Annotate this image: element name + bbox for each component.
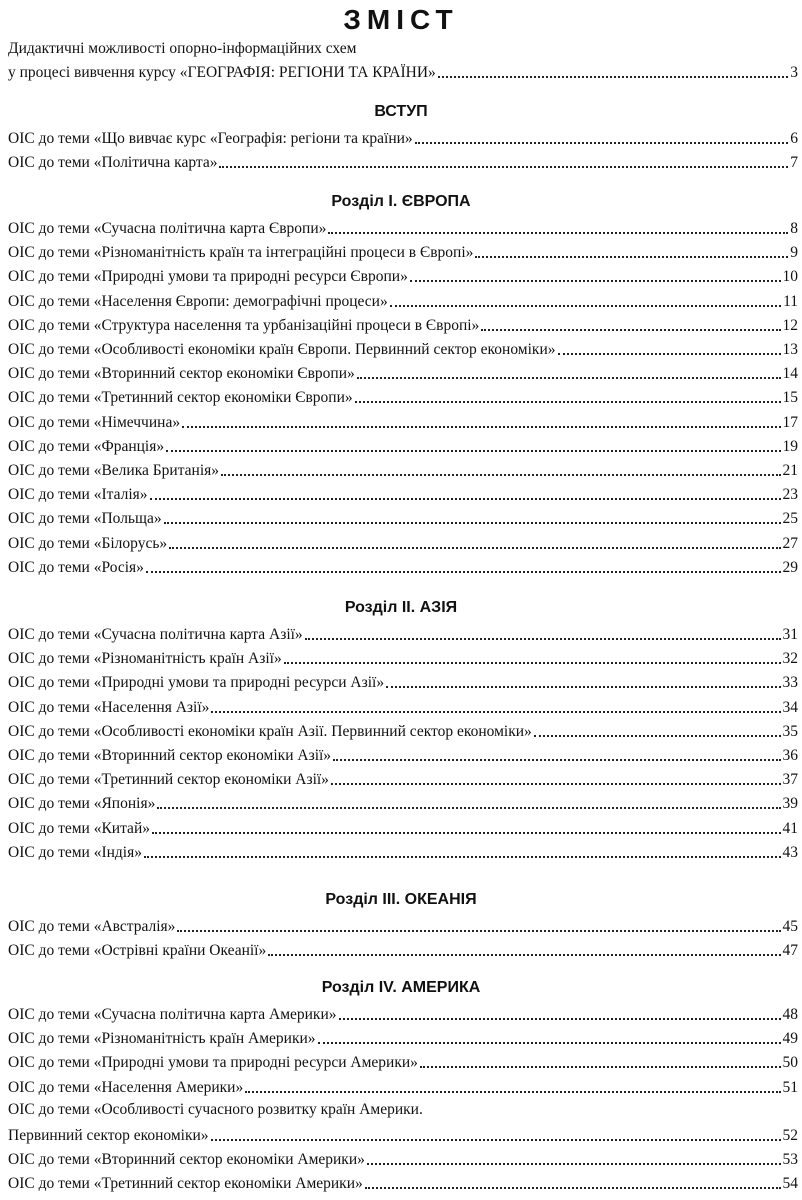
toc-entry-title: ОІС до теми «Польща» <box>8 510 162 528</box>
dot-leader <box>164 521 781 524</box>
intro-line-2: у процесі вивчення курсу «ГЕОГРАФІЯ: РЕГІОНИ ТА КРАЇНИ» <box>8 64 436 81</box>
page-number: 49 <box>782 1030 798 1048</box>
dot-leader <box>475 255 788 258</box>
toc-entry-title: ОІС до теми «Що вивчає курс «Географія: регіони та країни» <box>8 130 413 147</box>
toc-entry-title: ОІС до теми «Росія» <box>8 558 144 576</box>
page-number: 3 <box>790 64 798 81</box>
page-number: 8 <box>790 220 798 237</box>
toc-entry <box>8 1028 798 1048</box>
toc-entry-title: ОІС до теми «Велика Британія» <box>8 462 220 479</box>
toc-entry <box>8 697 798 717</box>
toc-entry <box>8 1004 798 1024</box>
toc-entry-title: ОІС до теми «Франція» <box>8 437 165 455</box>
toc-entry <box>8 387 798 407</box>
page-number: 15 <box>782 389 798 407</box>
toc-entry-title: ОІС до теми «Третинний сектор економіки Азії» <box>8 771 329 789</box>
toc-entry-title: ОІС до теми «Індія» <box>8 843 142 861</box>
dot-leader <box>146 570 781 573</box>
page-number: 32 <box>782 650 798 668</box>
toc-entry <box>8 460 798 480</box>
dot-leader <box>365 1186 781 1189</box>
page-number: 9 <box>790 244 798 262</box>
intro-entry <box>8 62 798 82</box>
page-number: 14 <box>782 365 798 383</box>
toc-entry <box>8 557 798 577</box>
toc-entry <box>8 339 798 359</box>
toc-entry-title: ОІС до теми «Німеччина» <box>8 413 181 431</box>
dot-leader <box>331 782 781 785</box>
toc-entry <box>8 291 798 311</box>
toc-entry <box>8 818 798 838</box>
toc-entry-title: ОІС до теми «Вторинний сектор економіки Азії» <box>8 747 332 764</box>
page-number: 29 <box>782 558 798 576</box>
toc-entry-title: ОІС до теми «Різноманітність країн та інтеграційні процеси в Європі» <box>8 244 474 262</box>
dot-leader <box>211 1138 781 1141</box>
toc-entry <box>8 242 798 262</box>
toc-entry-title: ОІС до теми «Сучасна політична карта Азії» <box>8 626 303 643</box>
toc-entry <box>8 218 798 238</box>
page-number: 53 <box>782 1151 798 1169</box>
toc-entry <box>8 745 798 765</box>
dot-leader <box>386 685 780 688</box>
page-number: 50 <box>782 1054 798 1072</box>
page-number: 43 <box>782 843 798 861</box>
toc-entry-title: ОІС до теми «Острівні країни Океанії» <box>8 942 267 960</box>
toc-entry-title: ОІС до теми «Китай» <box>8 819 150 837</box>
toc-entry-title: ОІС до теми «Сучасна політична карта Америки» <box>8 1006 337 1023</box>
page-number: 48 <box>782 1006 798 1023</box>
dot-leader <box>219 165 788 168</box>
section-heading: Розділ ІІІ. ОКЕАНІЯ <box>325 891 477 908</box>
dot-leader <box>268 953 780 956</box>
toc-entry <box>8 533 798 553</box>
dot-leader <box>367 1162 781 1165</box>
dot-leader <box>169 546 780 549</box>
dot-leader <box>415 141 789 144</box>
page-title: ЗМІСТ <box>343 4 459 35</box>
toc-entry-title: ОІС до теми «Вторинний сектор економіки Америки» <box>8 1151 365 1169</box>
page-number: 27 <box>782 534 798 552</box>
dot-leader <box>318 1041 781 1044</box>
toc-entry <box>8 315 798 335</box>
toc-entry-title: ОІС до теми «Населення Азії» <box>8 698 210 716</box>
dot-leader <box>177 929 780 932</box>
page-number: 39 <box>782 795 798 813</box>
page-number: 21 <box>782 462 798 479</box>
toc-entry-title: Первинний сектор економіки» <box>8 1127 209 1144</box>
dot-leader <box>333 758 780 761</box>
page-number: 47 <box>782 942 798 960</box>
toc-entry-title: ОІС до теми «Особливості економіки країн Європи. Первинний сектор економіки» <box>8 341 556 358</box>
toc-entry-title: ОІС до теми «Вторинний сектор економіки Європи» <box>8 365 355 383</box>
dot-leader <box>534 734 781 737</box>
toc-entry-title: ОІС до теми «Природні умови та природні ресурси Європи» <box>8 268 408 286</box>
dot-leader <box>410 279 781 282</box>
toc-entry <box>8 940 798 960</box>
toc-entry <box>8 508 798 528</box>
dot-leader <box>284 661 781 664</box>
page-number: 37 <box>782 771 798 789</box>
toc-entry-title: ОІС до теми «Сучасна політична карта Європи» <box>8 220 327 237</box>
page-number: 19 <box>782 437 798 455</box>
dot-leader <box>305 637 781 640</box>
intro-line-1: Дидактичні можливості опорно-інформаційних схем <box>8 40 357 57</box>
toc-entry-line: ОІС до теми «Особливості сучасного розвитку країн Америки. <box>8 1100 423 1118</box>
toc-entry-title: ОІС до теми «Третинний сектор економіки Європи» <box>8 389 353 407</box>
toc-entry-title: ОІС до теми «Австралія» <box>8 918 176 935</box>
toc-entry-title: ОІС до теми «Різноманітність країн Азії» <box>8 650 282 668</box>
dot-leader <box>558 352 781 355</box>
section-heading: Розділ ІІ. АЗІЯ <box>344 599 458 616</box>
toc-entry <box>8 436 798 456</box>
toc-entry-title: ОІС до теми «Природні умови та природні ресурси Азії» <box>8 674 385 692</box>
toc-entry <box>8 152 798 172</box>
toc-entry <box>8 672 798 692</box>
toc-entry <box>8 624 798 644</box>
dot-leader <box>152 831 781 834</box>
toc-entry <box>8 128 798 148</box>
toc-entry-title: ОІС до теми «Різноманітність країн Америки» <box>8 1030 316 1048</box>
toc-entry <box>8 1052 798 1072</box>
page-number: 52 <box>782 1127 798 1144</box>
page-number: 33 <box>782 674 798 692</box>
dot-leader <box>157 806 780 809</box>
page-number: 31 <box>782 626 798 643</box>
toc-entry-title: ОІС до теми «Політична карта» <box>8 154 218 172</box>
page-number: 12 <box>782 316 798 334</box>
page-number: 10 <box>782 268 798 286</box>
toc-entry <box>8 1149 798 1169</box>
page-number: 13 <box>782 341 798 358</box>
toc-entry <box>8 484 798 504</box>
toc-entry <box>8 769 798 789</box>
section-heading: ВСТУП <box>374 103 428 120</box>
page-number: 54 <box>782 1175 798 1193</box>
page-number: 7 <box>790 154 798 172</box>
dot-leader <box>144 855 781 858</box>
page-number: 6 <box>790 130 798 147</box>
section-heading: Розділ ІV. АМЕРИКА <box>321 979 481 996</box>
section-heading: Розділ І. ЄВРОПА <box>331 193 471 210</box>
page-number: 25 <box>782 510 798 528</box>
dot-leader <box>355 400 781 403</box>
toc-entry-title: ОІС до теми «Білорусь» <box>8 534 168 552</box>
dot-leader <box>166 449 780 452</box>
toc-entry <box>8 266 798 286</box>
toc-entry <box>8 1077 798 1097</box>
page-number: 41 <box>782 819 798 837</box>
toc-entry-title: ОІС до теми «Японія» <box>8 795 156 813</box>
dot-leader <box>438 75 788 78</box>
page-number: 23 <box>782 486 798 504</box>
dot-leader <box>245 1090 780 1093</box>
toc-entry <box>8 916 798 936</box>
toc-entry-title: ОІС до теми «Структура населення та урбанізаційні процеси в Європі» <box>8 316 480 334</box>
dot-leader <box>420 1065 781 1068</box>
toc-entry-title: ОІС до теми «Населення Америки» <box>8 1078 244 1096</box>
toc-entry-title: ОІС до теми «Італія» <box>8 486 148 504</box>
dot-leader <box>339 1017 781 1020</box>
toc-entry <box>8 412 798 432</box>
toc-entry <box>8 721 798 741</box>
toc-entry <box>8 648 798 668</box>
toc-entry-title: ОІС до теми «Третинний сектор економіки Америки» <box>8 1175 363 1193</box>
toc-entry <box>8 842 798 862</box>
toc-entry-title: ОІС до теми «Природні умови та природні ресурси Америки» <box>8 1054 418 1072</box>
dot-leader <box>357 376 781 379</box>
page-number: 36 <box>782 747 798 764</box>
page-number: 45 <box>782 918 798 935</box>
toc-entry-title: ОІС до теми «Населення Європи: демографічні процеси» <box>8 292 388 310</box>
toc-entry <box>8 793 798 813</box>
dot-leader <box>328 231 788 234</box>
toc-entry <box>8 1173 798 1193</box>
dot-leader <box>211 710 780 713</box>
page-number: 11 <box>783 292 798 310</box>
dot-leader <box>221 473 780 476</box>
toc-entry-title: ОІС до теми «Особливості економіки країн Азії. Первинний сектор економіки» <box>8 722 532 740</box>
toc-entry <box>8 363 798 383</box>
toc-entry <box>8 1125 798 1145</box>
dot-leader <box>150 497 781 500</box>
dot-leader <box>182 425 780 428</box>
page-number: 35 <box>782 722 798 740</box>
page-number: 17 <box>782 413 798 431</box>
dot-leader <box>481 328 780 331</box>
dot-leader <box>390 304 781 307</box>
page-number: 51 <box>782 1078 798 1096</box>
page-number: 34 <box>782 698 798 716</box>
